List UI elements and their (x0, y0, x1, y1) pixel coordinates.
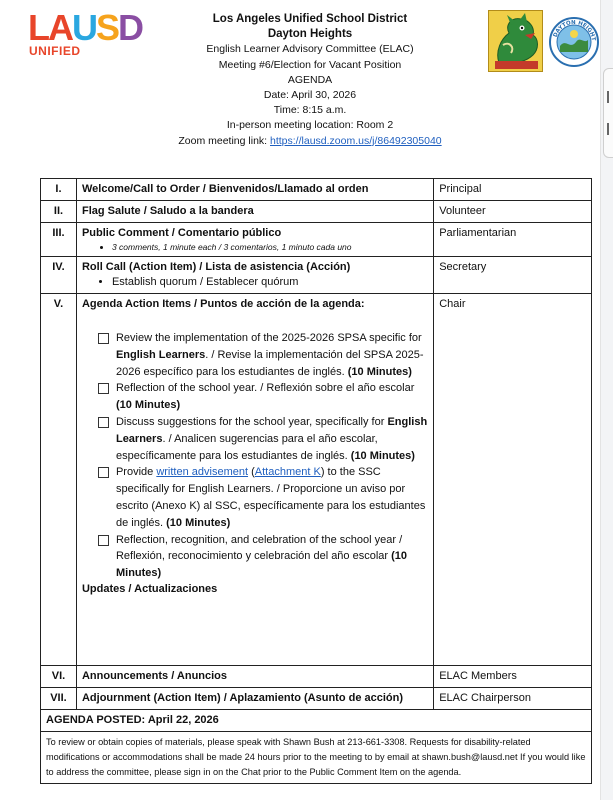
item-bullet: • Establish quorum / Establecer quórum (112, 275, 428, 290)
item-number: VI. (41, 666, 77, 688)
footer-note: To review or obtain copies of materials, please speak with Shawn Bush at 213-661-3308. Requests for disability-related modifications or accommodations shall be made 24 hours prior to the meeting to by email at shawn.bush@lausd.net If you would like to address the committee, please sign in on the Chat prior to the Public Comment Item on the agenda. (41, 732, 592, 784)
svg-text:DAYTON HEIGHTS: DAYTON HEIGHT (552, 19, 597, 42)
agenda-table (40, 178, 592, 784)
table-row (41, 201, 592, 223)
checkbox[interactable] (98, 467, 109, 478)
item-number: II. (41, 201, 77, 223)
table-row (41, 710, 592, 732)
school-name: Dayton Heights (267, 28, 353, 41)
agenda-header (160, 12, 460, 149)
item-presenter: ELAC Chairperson (434, 688, 592, 710)
item-title: Flag Salute / Saludo a la bandera (81, 205, 254, 217)
item-title: Announcements / Anuncios (81, 670, 228, 682)
item-number: IV. (41, 257, 77, 294)
district-name: Los Angeles Unified School District (212, 13, 408, 25)
agenda-posted: AGENDA POSTED: April 22, 2026 (41, 710, 592, 732)
list-item: Review the implementation of the 2025-2026 SPSA specific for English Learners. / Revise la implementación del SPSA 2025-2026 específico para los estudiantes de inglés. (10 Minutes) (98, 330, 428, 380)
zoom-link[interactable]: https://lausd.zoom.us/j/86492305040 (270, 134, 442, 147)
lausd-logo (28, 7, 168, 58)
school-seal (548, 12, 600, 72)
table-row (41, 223, 592, 257)
lausd-logo-unified: UNIFIED (29, 44, 81, 58)
meeting-name: Meeting #6/Election for Vacant Position (218, 58, 402, 71)
table-row (41, 257, 592, 294)
item-title: Public Comment / Comentario público (81, 227, 282, 239)
item-number: I. (41, 179, 77, 201)
attachment-k-link[interactable]: Attachment K (254, 466, 321, 479)
item-presenter: Principal (434, 179, 592, 201)
agenda-label: AGENDA (287, 73, 333, 86)
table-row (41, 294, 592, 666)
item-presenter: Chair (434, 294, 592, 666)
list-item: Discuss suggestions for the school year, specifically for English Learners. / Analicen sugerencias para el año escolar, específicamente para los estudiantes de inglés. (10 Minutes) (98, 414, 428, 464)
item-title: Welcome/Call to Order / Bienvenidos/Llamado al orden (81, 183, 369, 195)
item-title: Adjournment (Action Item) / Aplazamiento (Asunto de acción) (81, 692, 404, 704)
table-row (41, 179, 592, 201)
checkbox[interactable] (98, 535, 109, 546)
written-advisement-link[interactable]: written advisement (156, 466, 249, 479)
item-number: III. (41, 223, 77, 257)
table-row (41, 666, 592, 688)
dragon-logo (488, 10, 543, 72)
updates-label: Updates / Actualizaciones (81, 582, 218, 595)
item-title: Roll Call (Action Item) / Lista de asistencia (Acción) (81, 261, 351, 273)
action-items-list (82, 330, 428, 582)
dragon-icon (489, 11, 543, 72)
list-item: Reflection of the school year. / Reflexión sobre el año escolar (10 Minutes) (98, 380, 428, 414)
table-row (41, 732, 592, 784)
item-presenter: Parliamentarian (434, 223, 592, 257)
meeting-date: Date: April 30, 2026 (263, 89, 357, 102)
list-item: Reflection, recognition, and celebration of the school year / Reflexión, reconocimiento y celebración del año escolar (10 Minutes) (98, 532, 428, 582)
checkbox[interactable] (98, 417, 109, 428)
committee-name: English Learner Advisory Committee (ELAC) (206, 43, 414, 56)
item-number: VII. (41, 688, 77, 710)
item-number: V. (41, 294, 77, 666)
item-presenter: ELAC Members (434, 666, 592, 688)
side-panel-tab[interactable] (603, 68, 613, 158)
table-row (41, 688, 592, 710)
meeting-location: In-person meeting location: Room 2 (226, 119, 394, 132)
lausd-logo-word: LAUSD (28, 7, 143, 48)
list-item: Provide written advisement (Attachment K) to the SSC specifically for English Learners. / Proporcione un aviso por escrito (Anexo K) al SSC, específicamente para los estudiantes de inglés. (10 Minutes) (98, 464, 428, 531)
checkbox[interactable] (98, 333, 109, 344)
item-presenter: Secretary (434, 257, 592, 294)
item-bullet: • 3 comments, 1 minute each / 3 comentarios, 1 minuto cada uno (112, 241, 428, 253)
checkbox[interactable] (98, 383, 109, 394)
school-seal-icon (548, 12, 600, 72)
item-presenter: Volunteer (434, 201, 592, 223)
zoom-line: Zoom meeting link: https://lausd.zoom.us/j/86492305040 (178, 134, 442, 147)
item-title: Agenda Action Items / Puntos de acción de la agenda: (81, 298, 365, 310)
meeting-time: Time: 8:15 a.m. (273, 104, 347, 117)
